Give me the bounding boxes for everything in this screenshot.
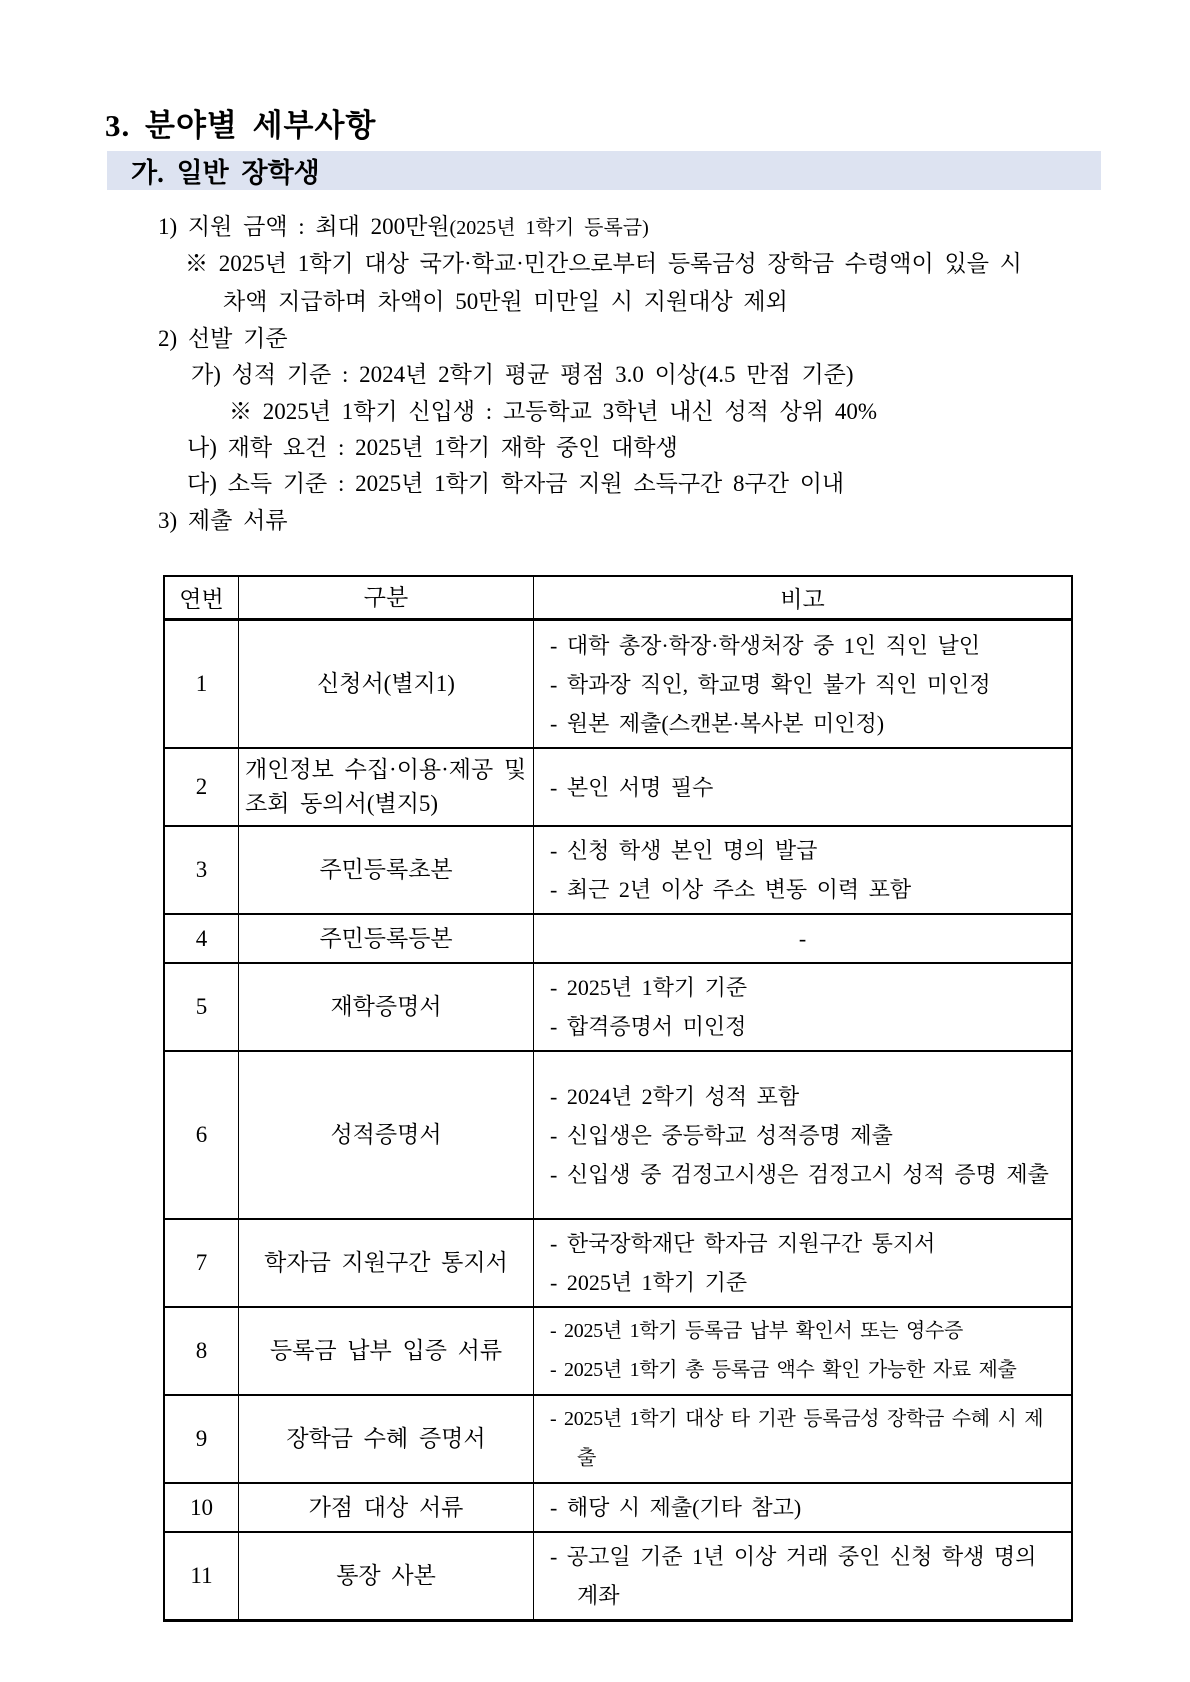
header-cell-category: 구분 [239,577,534,618]
row-remarks [534,1396,1071,1482]
row-category: 신청서(별지1) [239,621,534,747]
freshman-note-line: ※ 2025년 1학기 신입생 : 고등학교 3학년 내신 성적 상위 40% [229,399,877,424]
grade-criteria-line: 가) 성적 기준 : 2024년 2학기 평균 평점 3.0 이상(4.5 만점 기준) [191,362,854,387]
row-number: 5 [165,964,239,1050]
remark-line: - 본인 서명 필수 [550,774,714,800]
remark-line: - 해당 시 제출(기타 참고) [550,1495,802,1520]
row-category: 통장 사본 [239,1533,534,1619]
row-remarks [534,749,1071,825]
remark-line: - 2024년 2학기 성적 포함 [550,1083,800,1109]
table-row [165,1306,1071,1394]
row-remarks [534,964,1071,1050]
row-number: 9 [165,1396,239,1482]
section-banner [107,151,1101,190]
documents-table [163,575,1073,1622]
row-number: 1 [165,621,239,747]
row-category: 성적증명서 [239,1052,534,1218]
row-number: 2 [165,749,239,825]
row-category: 장학금 수혜 증명서 [239,1396,534,1482]
remark-line: - 대학 총장·학장·학생처장 중 1인 직인 날인 [550,632,981,658]
page-title: 3. 분야별 세부사항 [105,108,377,143]
row-category: 재학증명서 [239,964,534,1050]
table-row [165,1218,1071,1306]
remark-line: - 2025년 1학기 기준 [550,975,748,1000]
row-category: 등록금 납부 입증 서류 [239,1308,534,1394]
row-category: 주민등록초본 [239,827,534,913]
income-criteria-line: 다) 소득 기준 : 2025년 1학기 학자금 지원 소득구간 8구간 이내 [187,471,845,496]
row-category: 주민등록등본 [239,915,534,962]
remark-line: - [798,926,807,951]
row-remarks [534,1220,1071,1306]
remark-line: - 신청 학생 본인 명의 발급 [550,838,818,863]
remark-line: - 한국장학재단 학자금 지원구간 통지서 [550,1231,936,1256]
support-amount-note: ※ 2025년 1학기 대상 국가·학교·민간으로부터 등록금성 장학금 수령액이 있을 시 차액 지급하며 차액이 50만원 미만일 시 지원대상 제외 [185,251,1022,314]
row-remarks [534,1308,1071,1394]
table-row [165,825,1071,913]
remark-line: - 최근 2년 이상 주소 변동 이력 포함 [550,877,912,902]
enrollment-criteria-line: 나) 재학 요건 : 2025년 1학기 재학 중인 대학생 [187,435,678,460]
row-number: 7 [165,1220,239,1306]
remark-line: - 합격증명서 미인정 [550,1014,747,1039]
section-title: 가. 일반 장학생 [131,158,320,188]
remark-line: - 공고일 기준 1년 이상 거래 중인 신청 학생 명의 계좌 [550,1544,1037,1608]
support-amount-paren: (2025년 1학기 등록금) [449,217,649,239]
remark-line: - 2025년 1학기 총 등록금 액수 확인 가능한 자료 제출 [550,1359,1017,1381]
documents-heading: 3) 제출 서류 [158,508,288,533]
row-category: 개인정보 수집·이용·제공 및 조회 동의서(별지5) [239,749,534,825]
table-row [165,621,1071,747]
table-row [165,747,1071,825]
header-cell-remarks: 비고 [780,587,825,612]
remark-line: - 원본 제출(스캔본·복사본 미인정) [550,710,885,736]
table-header-row [165,577,1071,621]
row-number: 4 [165,915,239,962]
row-number: 6 [165,1052,239,1218]
row-remarks [534,1052,1071,1218]
remark-line: - 2025년 1학기 대상 타 기관 등록금성 장학금 수혜 시 제출 [550,1408,1044,1469]
support-amount-text: 1) 지원 금액 : 최대 200만원 [158,214,450,239]
table-row [165,913,1071,962]
row-remarks [534,1484,1071,1531]
row-remarks [534,1533,1071,1619]
row-category: 가점 대상 서류 [239,1484,534,1531]
table-row [165,1531,1071,1619]
row-number: 8 [165,1308,239,1394]
table-row [165,1482,1071,1531]
row-number: 10 [165,1484,239,1531]
remark-line: - 2025년 1학기 등록금 납부 확인서 또는 영수증 [550,1320,964,1342]
support-amount-line [158,208,649,241]
table-row [165,1050,1071,1218]
selection-criteria-heading: 2) 선발 기준 [158,326,288,351]
row-remarks [534,827,1071,913]
remark-line: - 신입생은 중등학교 성적증명 제출 [550,1122,893,1148]
row-category: 학자금 지원구간 통지서 [239,1220,534,1306]
remark-line: - 학과장 직인, 학교명 확인 불가 직인 미인정 [550,671,991,697]
remark-line: - 2025년 1학기 기준 [550,1270,748,1295]
table-row [165,1394,1071,1482]
header-cell-number: 연번 [165,577,239,618]
remark-line: - 신입생 중 검정고시생은 검정고시 성적 증명 제출 [550,1161,1049,1187]
row-remarks [534,621,1071,747]
row-number: 11 [165,1533,239,1619]
table-row [165,962,1071,1050]
row-number: 3 [165,827,239,913]
row-remarks [534,915,1071,962]
